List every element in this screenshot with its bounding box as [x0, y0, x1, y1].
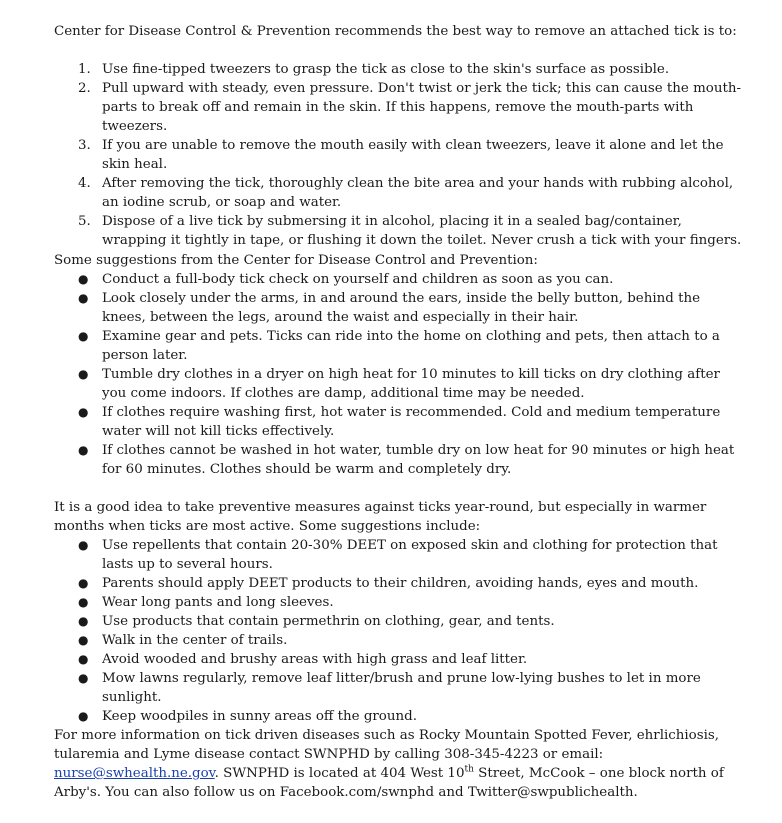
step-item [78, 174, 744, 212]
list-item: ● Wear long pants and long sleeves. [78, 593, 744, 612]
list-item: ● Look closely under the arms, in and around the ears, inside the belly button, behind the knees, between the legs, around the waist and especially in their hair. [78, 289, 744, 327]
list-item: ● Keep woodpiles in sunny areas off the ground. [78, 707, 744, 726]
step-number: 2. [78, 81, 91, 96]
email-link[interactable]: nurse@swhealth.ne.gov [54, 766, 215, 781]
step-item [78, 60, 744, 79]
prevention-list [78, 536, 744, 726]
step-number: 3. [78, 138, 91, 153]
list-item: ● Avoid wooded and brushy areas with high grass and leaf litter. [78, 650, 744, 669]
list-item: ● If clothes cannot be washed in hot water, tumble dry on low heat for 90 minutes or high heat for 60 minutes. Clothes should be warm and completely dry. [78, 441, 744, 479]
step-text: If you are unable to remove the mouth easily with clean tweezers, leave it alone and let the skin heal. [102, 138, 724, 172]
address-text: . SWNPHD is located at 404 West 10 [214, 766, 465, 781]
step-number: 1. [78, 62, 91, 77]
step-text: Pull upward with steady, even pressure. Don't twist or jerk the tick; this can cause the mouth-parts to break off and remain in the skin. If this happens, remove the mouth-parts with tweezers. [102, 81, 741, 134]
list-item: ● If clothes require washing first, hot water is recommended. Cold and medium temperature water will not kill ticks effectively. [78, 403, 744, 441]
step-text: After removing the tick, thoroughly clean the bite area and your hands with rubbing alcohol, an iodine scrub, or soap and water. [102, 176, 734, 210]
list-item: ● Walk in the center of trails. [78, 631, 744, 650]
ordinal-suffix: th [464, 764, 474, 775]
contact-info-paragraph [54, 726, 744, 802]
cdc-suggestions-heading: Some suggestions from the Center for Disease Control and Prevention: [54, 253, 538, 268]
intro-text: Center for Disease Control & Prevention recommends the best way to remove an attached tick is to: [54, 24, 737, 39]
cdc-suggestions-list [78, 270, 744, 479]
follow-text: Street, McCook – one block north of Arby's. You can also follow us on Facebook.com/swnphd and Twitter@swpublichealth. [54, 766, 724, 800]
step-item [78, 79, 744, 136]
step-number: 5. [78, 214, 91, 229]
list-item: ● Use repellents that contain 20-30% DEET on exposed skin and clothing for protection that lasts up to several hours. [78, 536, 744, 574]
list-item: ● Parents should apply DEET products to their children, avoiding hands, eyes and mouth. [78, 574, 744, 593]
list-item: ● Conduct a full-body tick check on yourself and children as soon as you can. [78, 270, 744, 289]
step-number: 4. [78, 176, 91, 191]
tick-removal-steps [78, 60, 744, 250]
step-item [78, 212, 744, 250]
list-item: ● Mow lawns regularly, remove leaf litter/brush and prune low-lying bushes to let in more sunlight. [78, 669, 744, 707]
contact-text: For more information on tick driven diseases such as Rocky Mountain Spotted Fever, ehrlichiosis, tularemia and Lyme disease contact SWNPHD by calling 308-345-4223 or email: [54, 728, 720, 762]
list-item: ● Tumble dry clothes in a dryer on high heat for 10 minutes to kill ticks on dry clothing after you come indoors. If clothes are damp, additional time may be needed. [78, 365, 744, 403]
list-item: ● Examine gear and pets. Ticks can ride into the home on clothing and pets, then attach to a person later. [78, 327, 744, 365]
step-text: Dispose of a live tick by submersing it in alcohol, placing it in a sealed bag/container, wrapping it tightly in tape, or flushing it down the toilet. Never crush a tick with your fingers. [102, 214, 742, 248]
prevention-intro-text: It is a good idea to take preventive measures against ticks year-round, but especially in warmer months when ticks are most active. Some suggestions include: [54, 500, 707, 534]
step-text: Use fine-tipped tweezers to grasp the tick as close to the skin's surface as possible. [102, 62, 670, 77]
list-item: ● Use products that contain permethrin on clothing, gear, and tents. [78, 612, 744, 631]
step-item [78, 136, 744, 174]
